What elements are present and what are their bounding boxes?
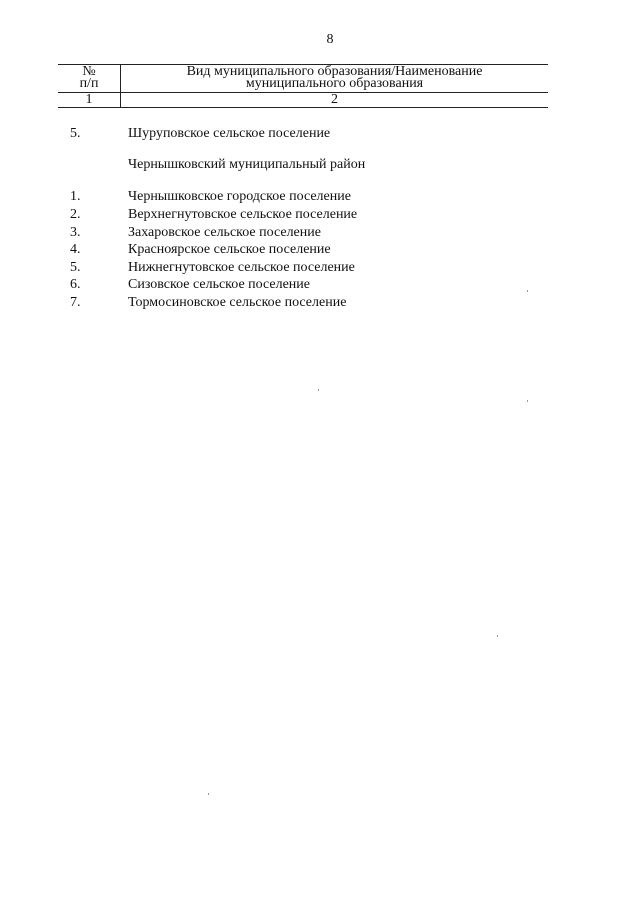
section-title: Чернышковский муниципальный район	[128, 157, 366, 172]
table-header	[58, 62, 548, 110]
list-item-name: Нижнегнутовское сельское поселение	[128, 260, 355, 275]
list-item-number: 3.	[70, 225, 81, 240]
list-item-name: Тормосиновское сельское поселение	[128, 295, 347, 310]
header-name-column: Вид муниципального образования/Наименование муниципального образования	[186, 64, 483, 91]
header-column-index-1: 1	[85, 92, 93, 107]
list-item-name: Захаровское сельское поселение	[128, 225, 321, 240]
list-item-number: 2.	[70, 207, 81, 222]
list-item-number: 5.	[70, 260, 81, 275]
list-item-name: Чернышковское городское поселение	[128, 189, 351, 204]
scan-speck	[208, 793, 209, 795]
list-item-number: 5.	[70, 126, 81, 141]
scan-speck	[527, 290, 528, 292]
header-number-column: № п/п	[79, 64, 99, 91]
header-bottom-rule	[58, 107, 548, 108]
page-number: 8	[326, 32, 334, 47]
list-item-number: 6.	[70, 277, 81, 292]
list-item-number: 4.	[70, 242, 81, 257]
header-middle-rule	[58, 92, 548, 93]
list-item-name: Красноярское сельское поселение	[128, 242, 331, 257]
header-column-index-2: 2	[331, 92, 338, 107]
list-item-number: 7.	[70, 295, 81, 310]
scan-speck	[527, 400, 528, 402]
list-item-name: Сизовское сельское поселение	[128, 277, 310, 292]
scan-speck	[318, 389, 319, 391]
list-item-number: 1.	[70, 189, 81, 204]
scan-speck	[497, 635, 498, 637]
list-item-name: Шуруповское сельское поселение	[128, 126, 331, 141]
list-item-name: Верхнегнутовское сельское поселение	[128, 207, 358, 222]
